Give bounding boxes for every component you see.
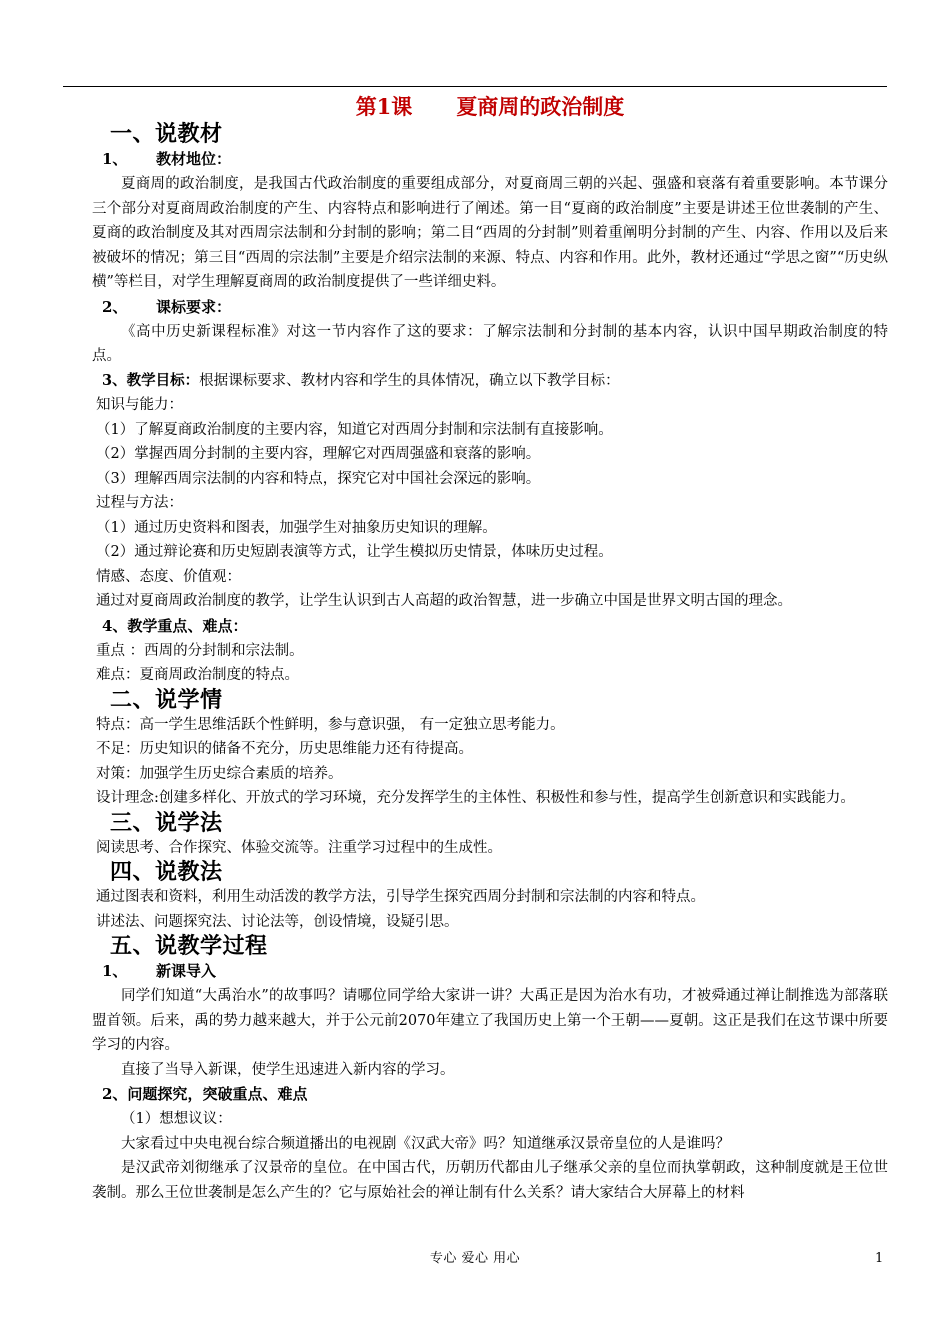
document-body — [92, 92, 888, 1205]
teaching-goals-line: 3、教学目标：根据课标要求、教材内容和学生的具体情况，确立以下教学目标： — [102, 371, 620, 389]
footer-motto: 专心 爱心 用心 — [429, 1251, 521, 1266]
student-feature: 特点：高一学生思维活跃个性鲜明，参与意识强， 有一定独立思考能力。 — [96, 716, 565, 733]
emotion-item: 通过对夏商周政治制度的教学，让学生认识到古人高超的政治智慧，进一步确立中国是世界文明古国的理念。 — [96, 593, 792, 609]
paragraph-textbook-position: 夏商周的政治制度，是我国古代政治制度的重要组成部分，对夏商周三朝的兴起、强盛和衰落有着重要影响。本节课分三个部分对夏商周政治制度的产生、内容特点和影响进行了阐述。第一目“夏商的政治制度”主要是讲述王位世袭制的产生、夏商的政治制度及其对西周宗法制和分封制的影响；第二目“西周的分封制”则着重阐明分封制的产生、内容、作用以及后来被破坏的情况；第三目“西周的宗法制”主要是介绍宗法制的来源、特点、内容和作用。此外，教材还通过“学思之窗”“历史纵横”等栏目，对学生理解夏商周的政治制度提供了一些详细史料。 — [92, 176, 888, 290]
process-item-2: （2）通过辩论赛和历史短剧表演等方式，让学生模拟历史情景，体味历史过程。 — [96, 544, 613, 560]
lead-in-note: 直接了当导入新课，使学生迅速进入新内容的学习。 — [121, 1061, 455, 1078]
subheading-1-2: 2、 课标要求： — [102, 297, 232, 316]
section-heading-3: 三、说学法 — [110, 809, 223, 836]
discussion-answer: 是汉武帝刘彻继承了汉景帝的皇位。在中国古代，历朝历代都由儿子继承父亲的皇位而执掌朝政，这种制度就是王位世袭制。那么王位世袭制是怎么产生的？它与原始社会的禅让制有什么关系？请大家结合大屏幕上的材料 — [92, 1160, 888, 1201]
section-heading-4: 四、说教法 — [110, 859, 223, 885]
lesson-number: 第1课 — [355, 94, 413, 119]
subheading-1-4: 4、教学重点、难点： — [102, 616, 248, 635]
subheading-5-2: 2、问题探究，突破重点、难点 — [102, 1085, 308, 1103]
student-strategy: 对策：加强学生历史综合素质的培养。 — [96, 765, 343, 782]
discussion-label: （1）想想议议： — [121, 1111, 232, 1127]
teaching-method-2: 讲述法、问题探究法、讨论法等，创设情境，设疑引思。 — [96, 913, 459, 930]
emotion-label: 情感、态度、价值观： — [96, 568, 241, 585]
subheading-1-3: 3、教学目标： — [102, 371, 200, 389]
paragraph-curriculum: 《高中历史新课程标准》对这一节内容作了这的要求：了解宗法制和分封制的基本内容，认识中国早期政治制度的特点。 — [92, 323, 888, 364]
section-heading-1: 一、说教材 — [110, 121, 223, 147]
knowledge-item-3: （3）理解西周宗法制的内容和特点，探究它对中国社会深远的影响。 — [96, 470, 541, 487]
student-weakness: 不足：历史知识的储备不充分，历史思维能力还有待提高。 — [96, 741, 473, 757]
lead-in-paragraph: 同学们知道“大禹治水”的故事吗？请哪位同学给大家讲一讲？大禹正是因为治水有功，才被舜通过禅让制推选为部落联盟首领。后来，禹的势力越来越大，并于公元前2070年建立了我国历史上第一个王朝——夏朝。这正是我们在这节课中所要学习的内容。 — [92, 988, 888, 1053]
key-point: 重点 ：西周的分封制和宗法制。 — [96, 642, 304, 659]
process-label: 过程与方法： — [96, 495, 183, 511]
subheading-1-1: 1、 教材地位： — [102, 150, 232, 168]
section-heading-2: 二、说学情 — [110, 686, 223, 713]
difficult-point: 难点：夏商周政治制度的特点。 — [96, 667, 299, 683]
header-rule — [63, 86, 887, 87]
knowledge-label: 知识与能力： — [96, 397, 183, 413]
subheading-5-1: 1、 新课导入 — [102, 962, 217, 980]
discussion-question: 大家看过中央电视台综合频道播出的电视剧《汉武大帝》吗？知道继承汉景帝皇位的人是谁吗？ — [121, 1135, 730, 1152]
lesson-name: 夏商周的政治制度 — [456, 94, 625, 119]
design-concept: 设计理念:创建多样化、开放式的学习环境，充分发挥学生的主体性、积极性和参与性，提高学生创新意识和实践能力。 — [96, 790, 855, 806]
knowledge-item-2: （2）掌握西周分封制的主要内容，理解它对西周强盛和衰落的影响。 — [96, 446, 541, 462]
page-number: 1 — [875, 1251, 884, 1266]
process-item-1: （1）通过历史资料和图表，加强学生对抽象历史知识的理解。 — [96, 519, 497, 536]
section-heading-5: 五、说教学过程 — [110, 933, 268, 959]
knowledge-item-1: （1）了解夏商政治制度的主要内容，知道它对西周分封制和宗法制有直接影响。 — [96, 421, 613, 438]
page-title — [92, 92, 888, 122]
teaching-method-1: 通过图表和资料，利用生动活泼的教学方法，引导学生探究西周分封制和宗法制的内容和特点。 — [96, 889, 705, 905]
learning-method: 阅读思考、合作探究、体验交流等。注重学习过程中的生成性。 — [96, 839, 502, 856]
